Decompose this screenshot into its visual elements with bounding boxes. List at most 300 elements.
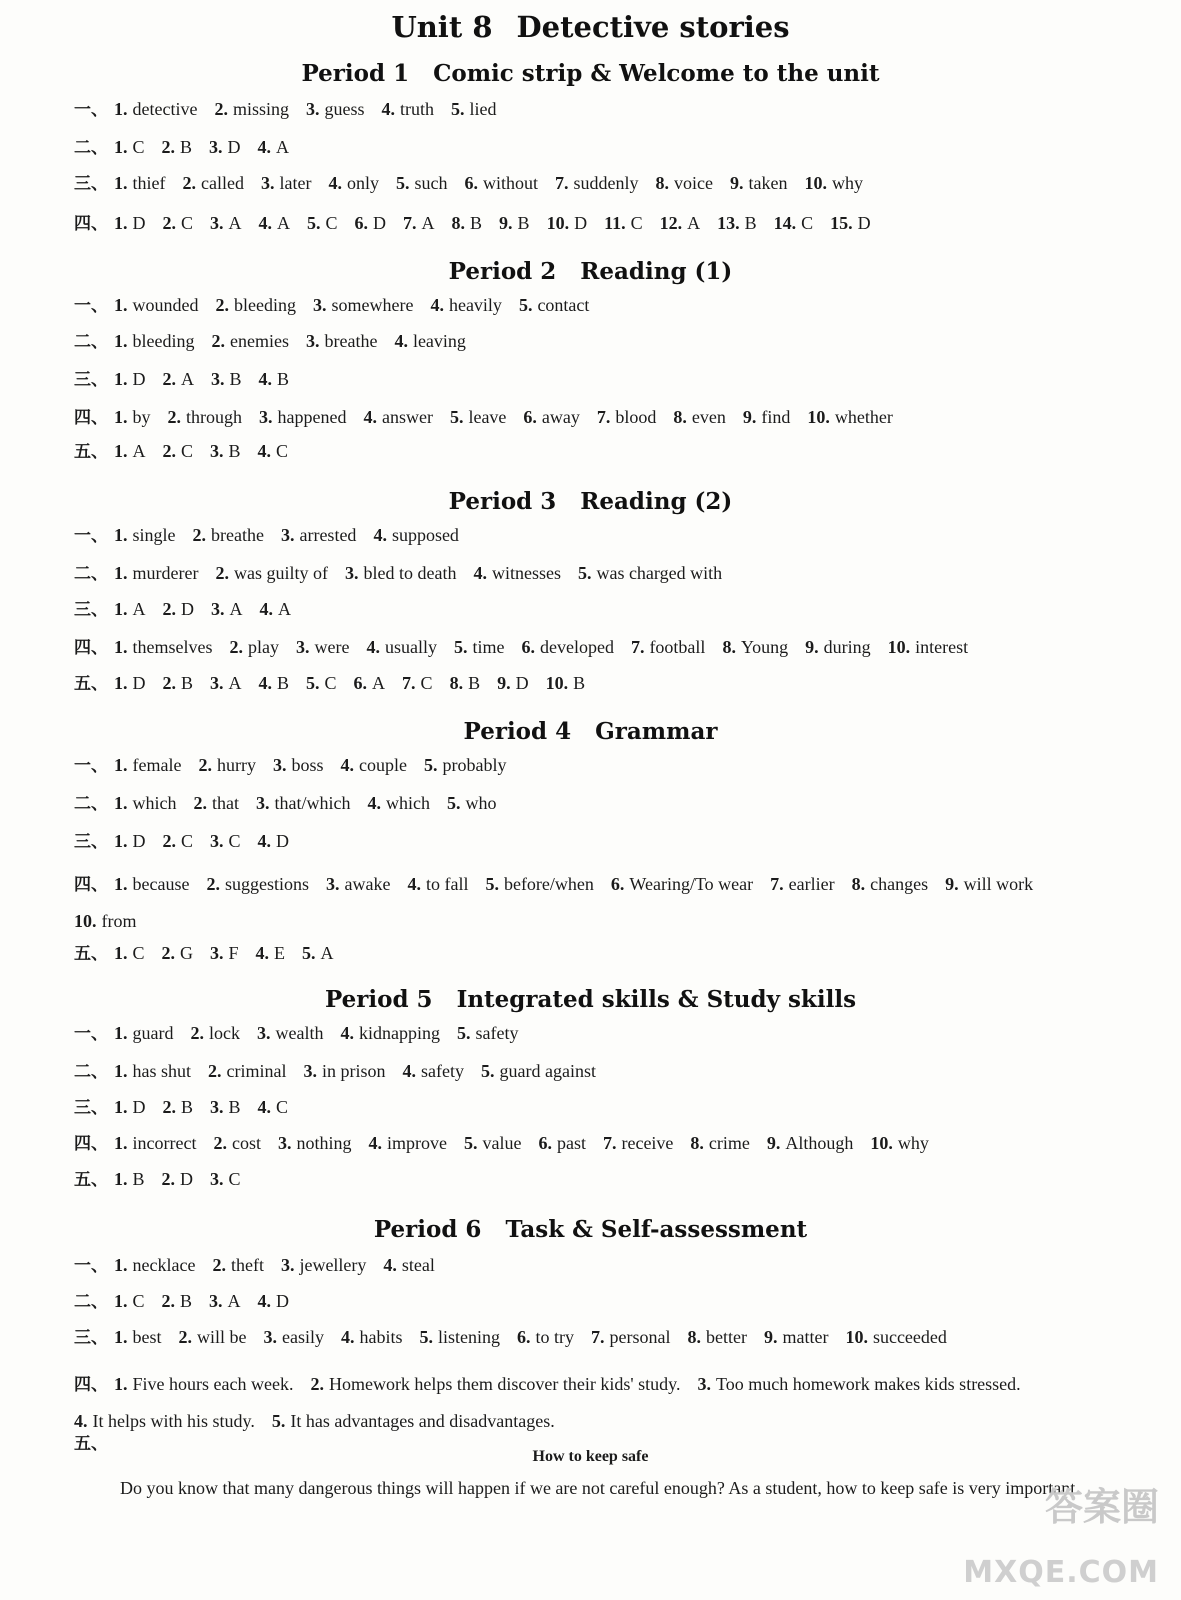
item-answer: changes xyxy=(870,874,929,894)
item-number: 4. xyxy=(257,1291,272,1311)
item-number: 9. xyxy=(763,1327,778,1347)
answer-item xyxy=(210,440,241,462)
unit-name: Detective stories xyxy=(516,10,790,44)
item-number: 2. xyxy=(162,441,176,461)
answer-item xyxy=(770,866,834,902)
answer-row xyxy=(74,942,1124,965)
item-number: 4. xyxy=(473,563,487,583)
essay-title: How to keep safe xyxy=(532,1448,649,1465)
item-answer: criminal xyxy=(226,1061,287,1081)
answer-item xyxy=(464,172,538,194)
item-number: 2. xyxy=(212,1255,226,1275)
section-marker: 三、 xyxy=(74,600,108,620)
item-number: 11. xyxy=(604,213,626,233)
item-number: 9. xyxy=(497,673,511,693)
item-number: 5. xyxy=(463,1133,478,1153)
item-answer: A xyxy=(228,673,242,693)
item-answer: single xyxy=(132,525,176,545)
answer-item xyxy=(168,406,243,428)
answer-item xyxy=(114,136,145,158)
answer-item xyxy=(687,1326,746,1348)
item-number: 12. xyxy=(659,213,683,233)
item-answer: leave xyxy=(468,407,507,427)
item-number: 1. xyxy=(114,1061,128,1081)
item-number: 5. xyxy=(307,213,321,233)
section-marker: 二、 xyxy=(74,794,108,814)
item-answer: B xyxy=(277,673,290,693)
answer-item xyxy=(215,562,328,584)
item-number: 7. xyxy=(770,874,784,894)
item-number: 7. xyxy=(596,407,611,427)
item-number: 4. xyxy=(257,441,272,461)
answer-item xyxy=(208,1060,286,1082)
item-number: 1. xyxy=(114,369,128,389)
answer-item xyxy=(381,98,434,120)
answer-item xyxy=(521,636,613,658)
item-answer: D xyxy=(132,213,146,233)
item-number: 3. xyxy=(210,213,224,233)
item-answer: guard against xyxy=(499,1061,596,1081)
item-answer: play xyxy=(247,637,279,657)
item-answer: D xyxy=(132,369,146,389)
item-answer: usually xyxy=(384,637,437,657)
item-number: 3. xyxy=(256,793,270,813)
answer-item xyxy=(307,212,338,234)
watermark-text: MXQE.COM xyxy=(963,1555,1159,1590)
item-number: 6. xyxy=(610,874,625,894)
answer-item xyxy=(454,636,505,658)
item-number: 2. xyxy=(161,1291,176,1311)
answer-item xyxy=(355,212,387,234)
answer-item xyxy=(730,172,787,194)
item-answer: D xyxy=(132,1097,146,1117)
item-number: 4. xyxy=(340,1023,354,1043)
section-marker: 一、 xyxy=(74,526,108,546)
item-number: 6. xyxy=(353,673,368,693)
answer-row xyxy=(74,98,1124,121)
answer-item xyxy=(210,1096,241,1118)
item-number: 8. xyxy=(690,1133,704,1153)
item-answer: It has advantages and disadvantages. xyxy=(290,1411,555,1431)
item-answer: were xyxy=(314,637,350,657)
item-number: 4. xyxy=(258,673,273,693)
answer-item xyxy=(193,524,264,546)
item-answer: succeeded xyxy=(872,1327,947,1347)
answer-item xyxy=(597,406,657,428)
item-answer: jewellery xyxy=(299,1255,367,1275)
item-answer: Although xyxy=(785,1133,854,1153)
item-number: 3. xyxy=(280,1255,295,1275)
section-marker: 三、 xyxy=(74,370,108,390)
item-number: 2. xyxy=(213,1133,227,1153)
item-answer: B xyxy=(470,213,483,233)
item-answer: why xyxy=(831,173,863,193)
answer-item xyxy=(310,1366,680,1402)
item-answer: value xyxy=(482,1133,522,1153)
answer-item xyxy=(394,330,465,352)
item-number: 3. xyxy=(259,407,273,427)
item-answer: C xyxy=(132,137,145,157)
item-answer: called xyxy=(201,173,244,193)
item-number: 3. xyxy=(263,1327,277,1347)
section-marker: 四、 xyxy=(74,214,108,234)
item-number: 4. xyxy=(259,599,273,619)
item-number: 2. xyxy=(162,599,176,619)
answer-item xyxy=(114,562,198,584)
item-answer: such xyxy=(414,173,448,193)
item-answer: supposed xyxy=(391,525,459,545)
answer-item xyxy=(114,368,146,390)
period-name: Task & Self-assessment xyxy=(505,1216,808,1243)
item-number: 10. xyxy=(546,213,570,233)
item-answer: D xyxy=(227,137,241,157)
item-answer: C xyxy=(630,213,643,233)
item-answer: earlier xyxy=(788,874,835,894)
answer-item xyxy=(341,1326,403,1348)
answer-item xyxy=(481,1060,596,1082)
item-number: 4. xyxy=(367,793,381,813)
item-answer: lock xyxy=(208,1023,240,1043)
item-answer: A xyxy=(278,599,291,619)
answer-item xyxy=(519,294,589,316)
item-number: 3. xyxy=(260,173,275,193)
item-number: 4. xyxy=(328,173,342,193)
item-answer: kidnapping xyxy=(358,1023,440,1043)
answer-row xyxy=(74,562,1124,585)
item-answer: developed xyxy=(539,637,614,657)
answer-item xyxy=(183,172,244,194)
answer-row xyxy=(74,1132,1124,1155)
item-number: 4. xyxy=(373,525,387,545)
answer-item xyxy=(114,1132,196,1154)
item-answer: before/when xyxy=(503,874,594,894)
item-answer: B xyxy=(468,673,481,693)
item-answer: that/which xyxy=(274,793,351,813)
item-number: 1. xyxy=(114,1255,128,1275)
item-answer: during xyxy=(823,637,871,657)
item-answer: B xyxy=(132,1169,145,1189)
item-number: 10. xyxy=(545,673,569,693)
answer-item xyxy=(328,172,379,194)
item-number: 4. xyxy=(407,874,421,894)
item-number: 1. xyxy=(114,1169,128,1189)
item-number: 4. xyxy=(402,1061,416,1081)
item-number: 5. xyxy=(453,637,468,657)
item-number: 3. xyxy=(272,755,287,775)
item-number: 7. xyxy=(591,1327,605,1347)
item-number: 2. xyxy=(161,137,176,157)
item-answer: better xyxy=(705,1327,747,1347)
item-number: 1. xyxy=(114,1374,128,1394)
item-number: 3. xyxy=(211,599,225,619)
section-marker: 五、 xyxy=(74,442,108,462)
item-answer: to fall xyxy=(425,874,469,894)
answer-item xyxy=(603,1132,673,1154)
item-answer: suddenly xyxy=(573,173,639,193)
item-number: 3. xyxy=(209,137,223,157)
answer-item xyxy=(114,1254,195,1276)
item-number: 1. xyxy=(114,1291,128,1311)
item-answer: bleeding xyxy=(132,331,195,351)
period-label: Period 4 xyxy=(463,718,572,745)
answer-item xyxy=(258,1290,290,1312)
answer-item xyxy=(216,294,296,316)
item-number: 9. xyxy=(742,407,757,427)
item-answer: which xyxy=(132,793,177,813)
item-number: 5. xyxy=(306,673,320,693)
section-marker: 三、 xyxy=(74,832,108,852)
item-answer: voice xyxy=(674,173,713,193)
answer-item xyxy=(497,672,529,694)
answer-item xyxy=(114,1326,162,1348)
item-answer: C xyxy=(276,1097,289,1117)
answer-item xyxy=(430,294,501,316)
answer-item xyxy=(273,754,324,776)
answer-item xyxy=(450,672,481,694)
item-answer: D xyxy=(276,831,290,851)
answer-item xyxy=(114,830,146,852)
answer-row xyxy=(74,1060,1124,1083)
item-number: 3. xyxy=(210,441,224,461)
item-number: 4. xyxy=(381,99,395,119)
item-answer: personal xyxy=(609,1327,671,1347)
item-number: 2. xyxy=(162,673,176,693)
answer-item xyxy=(451,98,497,120)
item-answer: B xyxy=(228,1097,241,1117)
answer-item xyxy=(114,330,194,352)
item-answer: Wearing/To wear xyxy=(629,874,754,894)
item-answer: contact xyxy=(537,295,590,315)
item-number: 6. xyxy=(523,407,537,427)
answer-item xyxy=(420,1326,501,1348)
item-number: 13. xyxy=(717,213,740,233)
period-name: Grammar xyxy=(595,718,718,745)
item-answer: was guilty of xyxy=(233,563,328,583)
answer-item xyxy=(162,1168,194,1190)
answer-item xyxy=(114,1168,145,1190)
answer-item xyxy=(260,598,292,620)
item-number: 10. xyxy=(804,173,827,193)
item-number: 6. xyxy=(521,637,535,657)
item-answer: easily xyxy=(282,1327,324,1347)
item-answer: safety xyxy=(475,1023,519,1043)
answer-row xyxy=(74,136,1124,159)
item-number: 1. xyxy=(114,1097,128,1117)
item-answer: bled to death xyxy=(363,563,457,583)
answer-item xyxy=(163,368,195,390)
answer-item xyxy=(306,98,365,120)
item-answer: find xyxy=(761,407,791,427)
item-number: 15. xyxy=(830,213,853,233)
item-answer: It helps with his study. xyxy=(92,1411,255,1431)
answer-item xyxy=(212,1254,264,1276)
item-answer: G xyxy=(180,943,194,963)
answer-item xyxy=(211,598,243,620)
item-number: 4. xyxy=(257,831,272,851)
item-number: 6. xyxy=(354,213,369,233)
answer-item xyxy=(447,792,497,814)
answer-item xyxy=(464,1132,521,1154)
item-number: 3. xyxy=(210,1097,224,1117)
item-number: 7. xyxy=(402,673,416,693)
answer-item xyxy=(114,942,145,964)
answer-item xyxy=(722,636,788,658)
answer-item xyxy=(367,792,430,814)
item-number: 1. xyxy=(114,793,128,813)
item-answer: B xyxy=(180,137,193,157)
item-answer: C xyxy=(181,213,194,233)
answer-item xyxy=(256,792,350,814)
item-answer: A xyxy=(228,213,242,233)
item-number: 4. xyxy=(257,1097,272,1117)
item-answer: interest xyxy=(915,637,969,657)
answer-item xyxy=(363,406,432,428)
item-number: 6. xyxy=(538,1133,552,1153)
item-answer: crime xyxy=(708,1133,750,1153)
section-marker: 一、 xyxy=(74,296,108,316)
item-answer: heavily xyxy=(448,295,502,315)
section-marker: 四、 xyxy=(74,1375,108,1395)
answer-item xyxy=(206,866,309,902)
item-number: 1. xyxy=(114,213,128,233)
item-answer: will work xyxy=(963,874,1034,894)
answer-item xyxy=(114,754,181,776)
answer-item xyxy=(303,1060,385,1082)
item-answer: E xyxy=(274,943,286,963)
answer-item xyxy=(281,524,356,546)
answer-item xyxy=(424,754,506,776)
item-answer: enemies xyxy=(229,331,289,351)
item-answer: by xyxy=(132,407,151,427)
item-answer: B xyxy=(517,213,530,233)
item-number: 8. xyxy=(851,874,866,894)
item-answer: C xyxy=(181,441,194,461)
answer-row xyxy=(74,672,1124,695)
item-number: 1. xyxy=(114,295,128,315)
item-answer: only xyxy=(346,173,379,193)
answer-item xyxy=(697,1366,1020,1402)
answer-item xyxy=(547,212,588,234)
answer-item xyxy=(211,330,288,352)
item-number: 1. xyxy=(114,1133,128,1153)
item-answer: taken xyxy=(748,173,788,193)
item-answer: was charged with xyxy=(596,563,723,583)
answer-item xyxy=(538,1132,586,1154)
answer-item xyxy=(578,562,722,584)
item-number: 4. xyxy=(340,755,354,775)
item-number: 2. xyxy=(182,173,196,193)
item-answer: nothing xyxy=(296,1133,352,1153)
item-number: 14. xyxy=(773,213,797,233)
answer-item xyxy=(261,172,311,194)
item-answer: C xyxy=(228,831,241,851)
answer-row xyxy=(74,598,1124,621)
answer-item xyxy=(340,1022,440,1044)
answer-item xyxy=(258,136,290,158)
answer-item xyxy=(306,672,337,694)
item-number: 3. xyxy=(325,874,340,894)
item-number: 10. xyxy=(870,1133,893,1153)
item-number: 3. xyxy=(210,673,224,693)
section-marker: 一、 xyxy=(74,756,108,776)
answer-item xyxy=(326,866,390,902)
item-number: 9. xyxy=(499,213,513,233)
item-answer: A xyxy=(227,1291,241,1311)
item-answer: couple xyxy=(358,755,407,775)
answer-item xyxy=(767,1132,854,1154)
item-answer: A xyxy=(421,213,435,233)
answer-item xyxy=(485,866,593,902)
answer-item xyxy=(604,212,643,234)
item-number: 1. xyxy=(114,525,128,545)
section-marker: 一、 xyxy=(74,1256,108,1276)
item-number: 8. xyxy=(451,213,466,233)
answer-row xyxy=(74,440,1124,463)
answer-item xyxy=(114,866,189,902)
item-answer: to try xyxy=(535,1327,574,1347)
item-answer: Too much homework makes kids stressed. xyxy=(715,1374,1021,1394)
answer-item xyxy=(546,672,586,694)
answer-item xyxy=(114,524,176,546)
item-answer: D xyxy=(180,1169,194,1189)
answer-item xyxy=(888,636,968,658)
item-answer: A xyxy=(277,213,291,233)
item-number: 1. xyxy=(114,599,128,619)
answer-item xyxy=(114,172,166,194)
answer-row xyxy=(74,1366,1124,1439)
item-answer: incorrect xyxy=(132,1133,197,1153)
answer-item xyxy=(407,866,468,902)
item-number: 4. xyxy=(394,331,408,351)
item-answer: Homework helps them discover their kids' study. xyxy=(328,1374,681,1394)
item-answer: later xyxy=(279,173,312,193)
item-number: 2. xyxy=(208,1061,222,1081)
answer-item xyxy=(259,406,346,428)
section-marker: 四、 xyxy=(74,408,108,428)
answer-row xyxy=(74,636,1124,659)
answer-item xyxy=(209,136,241,158)
item-answer: C xyxy=(132,943,145,963)
item-number: 3. xyxy=(344,563,359,583)
item-answer: A xyxy=(132,441,146,461)
answer-item xyxy=(163,830,194,852)
answer-row xyxy=(74,1326,1124,1349)
item-answer: guard xyxy=(132,1023,174,1043)
answer-item xyxy=(162,136,193,158)
answer-item xyxy=(870,1132,929,1154)
item-answer: Five hours each week. xyxy=(132,1374,294,1394)
item-number: 1. xyxy=(114,943,128,963)
answer-item xyxy=(345,562,456,584)
item-number: 2. xyxy=(161,1169,176,1189)
answer-item xyxy=(717,212,757,234)
section-marker: 五、 xyxy=(74,944,108,964)
item-number: 1. xyxy=(114,173,128,193)
answer-item xyxy=(114,212,146,234)
item-number: 2. xyxy=(162,369,176,389)
answer-item xyxy=(256,942,286,964)
item-answer: in prison xyxy=(321,1061,386,1081)
answer-item xyxy=(114,294,199,316)
item-answer: breathe xyxy=(324,331,378,351)
answer-item xyxy=(402,672,433,694)
item-answer: A xyxy=(372,673,386,693)
answer-item xyxy=(499,212,530,234)
section-marker: 二、 xyxy=(74,138,108,158)
answer-item xyxy=(210,942,239,964)
answer-item xyxy=(163,440,194,462)
item-number: 9. xyxy=(766,1133,781,1153)
